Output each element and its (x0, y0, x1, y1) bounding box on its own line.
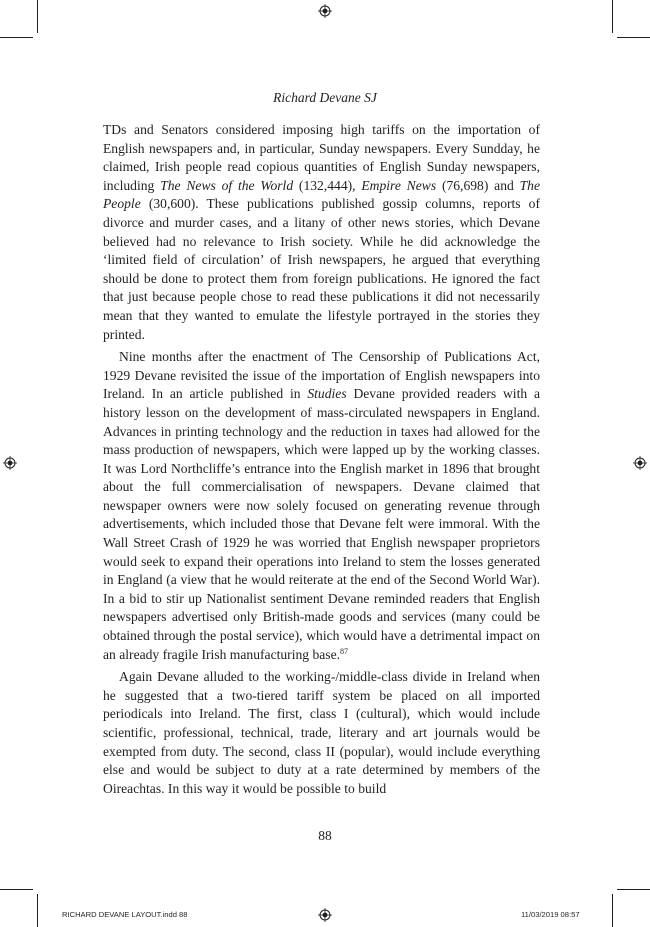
crop-mark (617, 37, 650, 38)
crop-mark (612, 894, 613, 927)
registration-mark-icon (318, 908, 332, 922)
italic-title: Studies (307, 386, 347, 402)
registration-mark-icon (3, 456, 17, 470)
italic-title: The People (103, 177, 540, 212)
text-run: Nine months after the enactment of The Censorship of Publications Act, 1929 Devane revisited the issue of the importation of English newspapers into Ireland. In an article published in (103, 349, 540, 402)
paragraph (103, 668, 540, 798)
crop-mark (612, 0, 613, 33)
crop-mark (37, 894, 38, 927)
registration-mark-icon (318, 4, 332, 18)
slug-timestamp: 11/03/2019 08:57 (521, 910, 580, 919)
paragraph (103, 348, 540, 664)
crop-mark (617, 889, 650, 890)
text-run: (132,444), (293, 177, 362, 193)
footnote-reference[interactable]: 87 (340, 646, 349, 656)
crop-mark (0, 889, 33, 890)
crop-mark (37, 0, 38, 33)
page-number: 88 (318, 828, 332, 843)
italic-title: The News of the World (160, 177, 294, 193)
paragraph (103, 121, 540, 344)
italic-title: Empire News (361, 177, 437, 193)
body-text (103, 121, 540, 802)
slug-filename: RICHARD DEVANE LAYOUT.indd 88 (62, 910, 188, 919)
text-run: (76,698) and (436, 177, 520, 193)
crop-mark (0, 37, 33, 38)
registration-mark-icon (633, 456, 647, 470)
text-run: TDs and Senators considered imposing high tariffs on the importation of English newspapers and, in particular, Sunday newspapers. Every Sundday, he claimed, Irish people read copious quantities of English Sunday newspapers, including (103, 122, 540, 193)
text-run: (30,600). These publications published gossip columns, reports of divorce and murder cases, and a litany of other news stories, which Devane believed had no relevance to Irish society. While he did acknowledge the ‘limited field of circulation’ of Irish newspapers, he argued that everything should be done to protect them from foreign publications. He ignored the fact that just because people chose to read these publications it did not necessarily mean that they wanted to emulate the lifestyle portrayed in the stories they printed. (103, 196, 540, 342)
text-run: Again Devane alluded to the working-/middle-class divide in Ireland when he suggested that a two-tiered tariff system be placed on all imported periodicals into Ireland. The first, class I (cultural), which would include scientific, professional, technical, trade, literary and art journals would be exempted from duty. The second, class II (popular), would include everything else and would be subject to duty at a rate determined by members of the Oireachtas. In this way it would be possible to build (103, 669, 540, 796)
running-head: Richard Devane SJ (273, 90, 377, 105)
text-run: Devane provided readers with a history lesson on the development of mass-circulated newspapers in England. Advances in printing technology and the reduction in taxes had allowed for the mass production of newspapers, which were lapped up by the working classes. It was Lord Northcliffe’s entrance into the English market in 1896 that brought about the full commercialisation of newspapers. Devane claimed that newspaper owners were now solely focused on generating revenue through advertisements, which included those that Devane felt were immoral. With the Wall Street Crash of 1929 he was worried that English newspaper proprietors would seek to expand their operations into Ireland to stem the losses generated in England (a view that he would reiterate at the end of the Second World War). In a bid to stir up Nationalist sentiment Devane reminded readers that English newspapers advertised only British-made goods and services (many could be obtained through the postal service), which would have a detrimental impact on an already fragile Irish manufacturing base. (103, 386, 540, 662)
